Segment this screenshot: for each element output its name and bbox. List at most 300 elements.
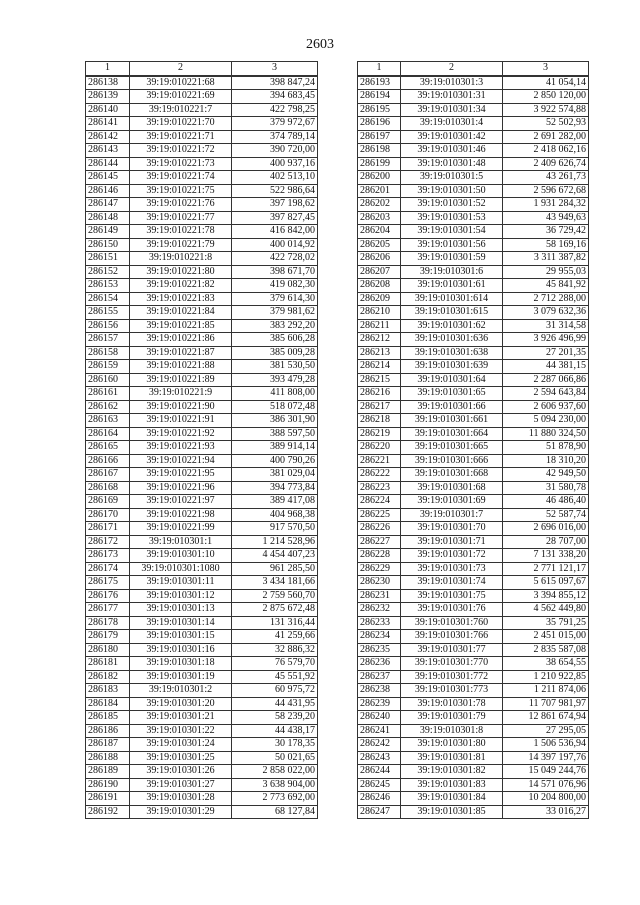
table-row [86,738,318,752]
column-header-3: 3 [503,62,589,76]
right-table-body [358,76,589,819]
cadastral-number-cell: 39:19:010221:84 [130,306,232,320]
table-row [358,805,589,819]
table-row [86,481,318,495]
cadastral-number-cell: 39:19:010221:8 [130,252,232,266]
cadastral-value-cell: 5 094 230,00 [503,414,589,428]
cadastral-number-cell: 39:19:010221:71 [130,130,232,144]
cadastral-number-cell: 39:19:010221:68 [130,76,232,90]
row-number-cell: 286217 [358,400,401,414]
cadastral-number-cell: 39:19:010221:99 [130,522,232,536]
table-row [358,265,589,279]
table-row [358,468,589,482]
cadastral-value-cell: 31 580,78 [503,481,589,495]
cadastral-number-cell: 39:19:010301:84 [401,792,503,806]
cadastral-number-cell: 39:19:010301:61 [401,279,503,293]
row-number-cell: 286238 [358,684,401,698]
table-row [358,778,589,792]
row-number-cell: 286206 [358,252,401,266]
table-row [86,117,318,131]
table-row [86,373,318,387]
cadastral-value-cell: 2 712 288,00 [503,292,589,306]
row-number-cell: 286187 [86,738,130,752]
table-row [358,711,589,725]
table-row [86,616,318,630]
row-number-cell: 286229 [358,562,401,576]
table-row [86,346,318,360]
cadastral-number-cell: 39:19:010301:66 [401,400,503,414]
table-row [358,333,589,347]
cadastral-value-cell: 4 562 449,80 [503,603,589,617]
cadastral-value-cell: 400 790,26 [232,454,318,468]
cadastral-value-cell: 36 729,42 [503,225,589,239]
cadastral-number-cell: 39:19:010301:79 [401,711,503,725]
cadastral-value-cell: 1 210 922,85 [503,670,589,684]
cadastral-number-cell: 39:19:010301:772 [401,670,503,684]
row-number-cell: 286154 [86,292,130,306]
cadastral-value-cell: 58 239,20 [232,711,318,725]
table-row [86,508,318,522]
cadastral-number-cell: 39:19:010301:48 [401,157,503,171]
table-row [358,630,589,644]
row-number-cell: 286189 [86,765,130,779]
row-number-cell: 286191 [86,792,130,806]
cadastral-number-cell: 39:19:010301:760 [401,616,503,630]
table-row [86,76,318,90]
cadastral-number-cell: 39:19:010301:12 [130,589,232,603]
row-number-cell: 286188 [86,751,130,765]
cadastral-number-cell: 39:19:010301:18 [130,657,232,671]
cadastral-value-cell: 45 841,92 [503,279,589,293]
row-number-cell: 286212 [358,333,401,347]
row-number-cell: 286179 [86,630,130,644]
cadastral-number-cell: 39:19:010301:77 [401,643,503,657]
cadastral-number-cell: 39:19:010301:52 [401,198,503,212]
cadastral-value-cell: 398 671,70 [232,265,318,279]
cadastral-number-cell: 39:19:010221:70 [130,117,232,131]
cadastral-value-cell: 3 311 387,82 [503,252,589,266]
cadastral-value-cell: 400 937,16 [232,157,318,171]
table-row [358,373,589,387]
cadastral-value-cell: 400 014,92 [232,238,318,252]
row-number-cell: 286193 [358,76,401,90]
cadastral-value-cell: 14 571 076,96 [503,778,589,792]
cadastral-number-cell: 39:19:010301:770 [401,657,503,671]
cadastral-value-cell: 30 178,35 [232,738,318,752]
cadastral-number-cell: 39:19:010221:74 [130,171,232,185]
cadastral-value-cell: 2 606 937,60 [503,400,589,414]
row-number-cell: 286172 [86,535,130,549]
table-row [86,805,318,819]
row-number-cell: 286184 [86,697,130,711]
row-number-cell: 286174 [86,562,130,576]
cadastral-value-cell: 3 922 574,88 [503,103,589,117]
cadastral-number-cell: 39:19:010301:71 [401,535,503,549]
cadastral-value-cell: 379 972,67 [232,117,318,131]
cadastral-value-cell: 389 914,14 [232,441,318,455]
cadastral-number-cell: 39:19:010221:76 [130,198,232,212]
row-number-cell: 286199 [358,157,401,171]
table-row [358,724,589,738]
table-row [358,387,589,401]
table-row [358,346,589,360]
row-number-cell: 286155 [86,306,130,320]
column-header-3: 3 [232,62,318,76]
cadastral-value-cell: 76 579,70 [232,657,318,671]
cadastral-number-cell: 39:19:010221:80 [130,265,232,279]
cadastral-number-cell: 39:19:010301:82 [401,765,503,779]
cadastral-number-cell: 39:19:010301:22 [130,724,232,738]
cadastral-number-cell: 39:19:010301:28 [130,792,232,806]
cadastral-number-cell: 39:19:010221:73 [130,157,232,171]
cadastral-value-cell: 379 614,30 [232,292,318,306]
cadastral-number-cell: 39:19:010301:8 [401,724,503,738]
row-number-cell: 286241 [358,724,401,738]
cadastral-value-cell: 15 049 244,76 [503,765,589,779]
left-table-body [86,76,318,819]
row-number-cell: 286140 [86,103,130,117]
table-row [86,643,318,657]
cadastral-number-cell: 39:19:010301:59 [401,252,503,266]
cadastral-value-cell: 27 295,05 [503,724,589,738]
table-row [86,144,318,158]
table-row [86,414,318,428]
table-row [86,454,318,468]
cadastral-number-cell: 39:19:010301:70 [401,522,503,536]
row-number-cell: 286194 [358,90,401,104]
table-row [358,292,589,306]
row-number-cell: 286228 [358,549,401,563]
row-number-cell: 286225 [358,508,401,522]
cadastral-number-cell: 39:19:010221:7 [130,103,232,117]
cadastral-number-cell: 39:19:010221:89 [130,373,232,387]
table-row [358,603,589,617]
table-row [358,103,589,117]
table-row [358,535,589,549]
row-number-cell: 286231 [358,589,401,603]
cadastral-value-cell: 10 204 800,00 [503,792,589,806]
table-row [86,562,318,576]
cadastral-number-cell: 39:19:010301:34 [401,103,503,117]
cadastral-value-cell: 386 301,90 [232,414,318,428]
row-number-cell: 286180 [86,643,130,657]
cadastral-number-cell: 39:19:010301:638 [401,346,503,360]
cadastral-number-cell: 39:19:010301:13 [130,603,232,617]
cadastral-number-cell: 39:19:010301:54 [401,225,503,239]
cadastral-number-cell: 39:19:010301:74 [401,576,503,590]
row-number-cell: 286159 [86,360,130,374]
cadastral-value-cell: 5 615 097,67 [503,576,589,590]
row-number-cell: 286139 [86,90,130,104]
row-number-cell: 286223 [358,481,401,495]
cadastral-value-cell: 917 570,50 [232,522,318,536]
cadastral-number-cell: 39:19:010221:91 [130,414,232,428]
row-number-cell: 286226 [358,522,401,536]
cadastral-number-cell: 39:19:010221:86 [130,333,232,347]
page-number: 2603 [306,37,334,52]
cadastral-number-cell: 39:19:010301:46 [401,144,503,158]
table-header-row [358,62,589,76]
cadastral-value-cell: 1 506 536,94 [503,738,589,752]
cadastral-value-cell: 29 955,03 [503,265,589,279]
row-number-cell: 286160 [86,373,130,387]
row-number-cell: 286220 [358,441,401,455]
row-number-cell: 286208 [358,279,401,293]
cadastral-value-cell: 51 878,90 [503,441,589,455]
cadastral-value-cell: 397 827,45 [232,211,318,225]
cadastral-value-cell: 379 981,62 [232,306,318,320]
table-row [358,76,589,90]
cadastral-number-cell: 39:19:010301:85 [401,805,503,819]
cadastral-number-cell: 39:19:010221:97 [130,495,232,509]
table-row [86,103,318,117]
column-header-1: 1 [86,62,130,76]
row-number-cell: 286200 [358,171,401,185]
table-row [86,657,318,671]
cadastral-value-cell: 402 513,10 [232,171,318,185]
row-number-cell: 286197 [358,130,401,144]
row-number-cell: 286185 [86,711,130,725]
cadastral-number-cell: 39:19:010301:56 [401,238,503,252]
table-row [358,751,589,765]
table-row [86,630,318,644]
cadastral-number-cell: 39:19:010301:78 [401,697,503,711]
cadastral-value-cell: 2 409 626,74 [503,157,589,171]
cadastral-value-cell: 18 310,20 [503,454,589,468]
cadastral-value-cell: 43 261,73 [503,171,589,185]
cadastral-number-cell: 39:19:010221:88 [130,360,232,374]
table-row [358,508,589,522]
table-row [86,697,318,711]
cadastral-value-cell: 961 285,50 [232,562,318,576]
table-row [86,292,318,306]
cadastral-value-cell: 422 798,25 [232,103,318,117]
table-row [86,711,318,725]
row-number-cell: 286162 [86,400,130,414]
table-row [86,765,318,779]
cadastral-value-cell: 397 198,62 [232,198,318,212]
row-number-cell: 286190 [86,778,130,792]
table-row [86,333,318,347]
row-number-cell: 286236 [358,657,401,671]
cadastral-number-cell: 39:19:010221:87 [130,346,232,360]
table-row [358,360,589,374]
row-number-cell: 286176 [86,589,130,603]
left-table [85,61,318,819]
cadastral-number-cell: 39:19:010221:75 [130,184,232,198]
row-number-cell: 286161 [86,387,130,401]
cadastral-value-cell: 3 434 181,66 [232,576,318,590]
row-number-cell: 286244 [358,765,401,779]
cadastral-value-cell: 44 381,15 [503,360,589,374]
cadastral-number-cell: 39:19:010301:42 [401,130,503,144]
table-row [358,400,589,414]
cadastral-value-cell: 32 886,32 [232,643,318,657]
table-row [86,306,318,320]
row-number-cell: 286149 [86,225,130,239]
table-row [358,792,589,806]
cadastral-value-cell: 2 596 672,68 [503,184,589,198]
table-row [358,657,589,671]
cadastral-number-cell: 39:19:010221:69 [130,90,232,104]
cadastral-value-cell: 68 127,84 [232,805,318,819]
row-number-cell: 286247 [358,805,401,819]
cadastral-number-cell: 39:19:010301:4 [401,117,503,131]
cadastral-value-cell: 2 691 282,00 [503,130,589,144]
cadastral-value-cell: 14 397 197,76 [503,751,589,765]
cadastral-value-cell: 393 479,28 [232,373,318,387]
row-number-cell: 286182 [86,670,130,684]
row-number-cell: 286239 [358,697,401,711]
table-row [86,171,318,185]
row-number-cell: 286230 [358,576,401,590]
cadastral-value-cell: 385 606,28 [232,333,318,347]
cadastral-value-cell: 33 016,27 [503,805,589,819]
row-number-cell: 286222 [358,468,401,482]
row-number-cell: 286207 [358,265,401,279]
row-number-cell: 286183 [86,684,130,698]
table-row [358,697,589,711]
row-number-cell: 286227 [358,535,401,549]
cadastral-value-cell: 44 431,95 [232,697,318,711]
cadastral-number-cell: 39:19:010301:81 [401,751,503,765]
cadastral-value-cell: 381 029,04 [232,468,318,482]
table-row [86,535,318,549]
row-number-cell: 286218 [358,414,401,428]
table-row [86,522,318,536]
row-number-cell: 286169 [86,495,130,509]
row-number-cell: 286138 [86,76,130,90]
table-row [358,279,589,293]
table-row [86,468,318,482]
row-number-cell: 286240 [358,711,401,725]
table-row [86,603,318,617]
cadastral-value-cell: 46 486,40 [503,495,589,509]
cadastral-value-cell: 1 931 284,32 [503,198,589,212]
cadastral-value-cell: 394 773,84 [232,481,318,495]
table-row [358,454,589,468]
cadastral-number-cell: 39:19:010301:53 [401,211,503,225]
cadastral-value-cell: 7 131 338,20 [503,549,589,563]
cadastral-value-cell: 404 968,38 [232,508,318,522]
row-number-cell: 286201 [358,184,401,198]
cadastral-value-cell: 2 875 672,48 [232,603,318,617]
column-header-2: 2 [401,62,503,76]
table-row [358,616,589,630]
table-row [358,549,589,563]
table-row [86,724,318,738]
table-row [358,144,589,158]
cadastral-number-cell: 39:19:010301:69 [401,495,503,509]
cadastral-value-cell: 3 638 904,00 [232,778,318,792]
cadastral-value-cell: 422 728,02 [232,252,318,266]
cadastral-number-cell: 39:19:010301:7 [401,508,503,522]
cadastral-value-cell: 398 847,24 [232,76,318,90]
cadastral-value-cell: 45 551,92 [232,670,318,684]
table-row [86,549,318,563]
row-number-cell: 286145 [86,171,130,185]
cadastral-value-cell: 44 438,17 [232,724,318,738]
table-row [358,481,589,495]
cadastral-number-cell: 39:19:010301:10 [130,549,232,563]
cadastral-value-cell: 1 214 528,96 [232,535,318,549]
table-row [86,427,318,441]
cadastral-value-cell: 390 720,00 [232,144,318,158]
table-row [358,130,589,144]
cadastral-number-cell: 39:19:010301:666 [401,454,503,468]
cadastral-number-cell: 39:19:010221:83 [130,292,232,306]
cadastral-value-cell: 50 021,65 [232,751,318,765]
cadastral-value-cell: 522 986,64 [232,184,318,198]
cadastral-number-cell: 39:19:010301:31 [401,90,503,104]
cadastral-value-cell: 58 169,16 [503,238,589,252]
table-row [86,198,318,212]
cadastral-number-cell: 39:19:010301:62 [401,319,503,333]
row-number-cell: 286242 [358,738,401,752]
row-number-cell: 286157 [86,333,130,347]
table-row [86,670,318,684]
cadastral-number-cell: 39:19:010301:25 [130,751,232,765]
row-number-cell: 286167 [86,468,130,482]
cadastral-number-cell: 39:19:010301:83 [401,778,503,792]
row-number-cell: 286141 [86,117,130,131]
row-number-cell: 286209 [358,292,401,306]
table-row [358,238,589,252]
cadastral-number-cell: 39:19:010221:94 [130,454,232,468]
row-number-cell: 286205 [358,238,401,252]
cadastral-number-cell: 39:19:010301:73 [401,562,503,576]
cadastral-number-cell: 39:19:010301:76 [401,603,503,617]
cadastral-number-cell: 39:19:010221:95 [130,468,232,482]
row-number-cell: 286163 [86,414,130,428]
cadastral-number-cell: 39:19:010301:665 [401,441,503,455]
right-table [357,61,589,819]
cadastral-value-cell: 52 587,74 [503,508,589,522]
row-number-cell: 286211 [358,319,401,333]
row-number-cell: 286166 [86,454,130,468]
cadastral-number-cell: 39:19:010301:21 [130,711,232,725]
cadastral-number-cell: 39:19:010301:29 [130,805,232,819]
table-row [358,643,589,657]
table-row [358,576,589,590]
row-number-cell: 286215 [358,373,401,387]
table-row [358,306,589,320]
cadastral-number-cell: 39:19:010221:9 [130,387,232,401]
row-number-cell: 286156 [86,319,130,333]
table-row [358,562,589,576]
cadastral-value-cell: 2 858 022,00 [232,765,318,779]
cadastral-value-cell: 394 683,45 [232,90,318,104]
table-row [86,778,318,792]
cadastral-number-cell: 39:19:010221:72 [130,144,232,158]
cadastral-number-cell: 39:19:010301:668 [401,468,503,482]
table-row [86,400,318,414]
row-number-cell: 286219 [358,427,401,441]
row-number-cell: 286146 [86,184,130,198]
cadastral-value-cell: 41 054,14 [503,76,589,90]
cadastral-number-cell: 39:19:010301:614 [401,292,503,306]
cadastral-value-cell: 3 079 632,36 [503,306,589,320]
table-row [358,670,589,684]
row-number-cell: 286143 [86,144,130,158]
cadastral-value-cell: 42 949,50 [503,468,589,482]
table-row [86,387,318,401]
cadastral-number-cell: 39:19:010301:19 [130,670,232,684]
cadastral-value-cell: 4 454 407,23 [232,549,318,563]
cadastral-number-cell: 39:19:010301:2 [130,684,232,698]
row-number-cell: 286152 [86,265,130,279]
table-row [86,184,318,198]
